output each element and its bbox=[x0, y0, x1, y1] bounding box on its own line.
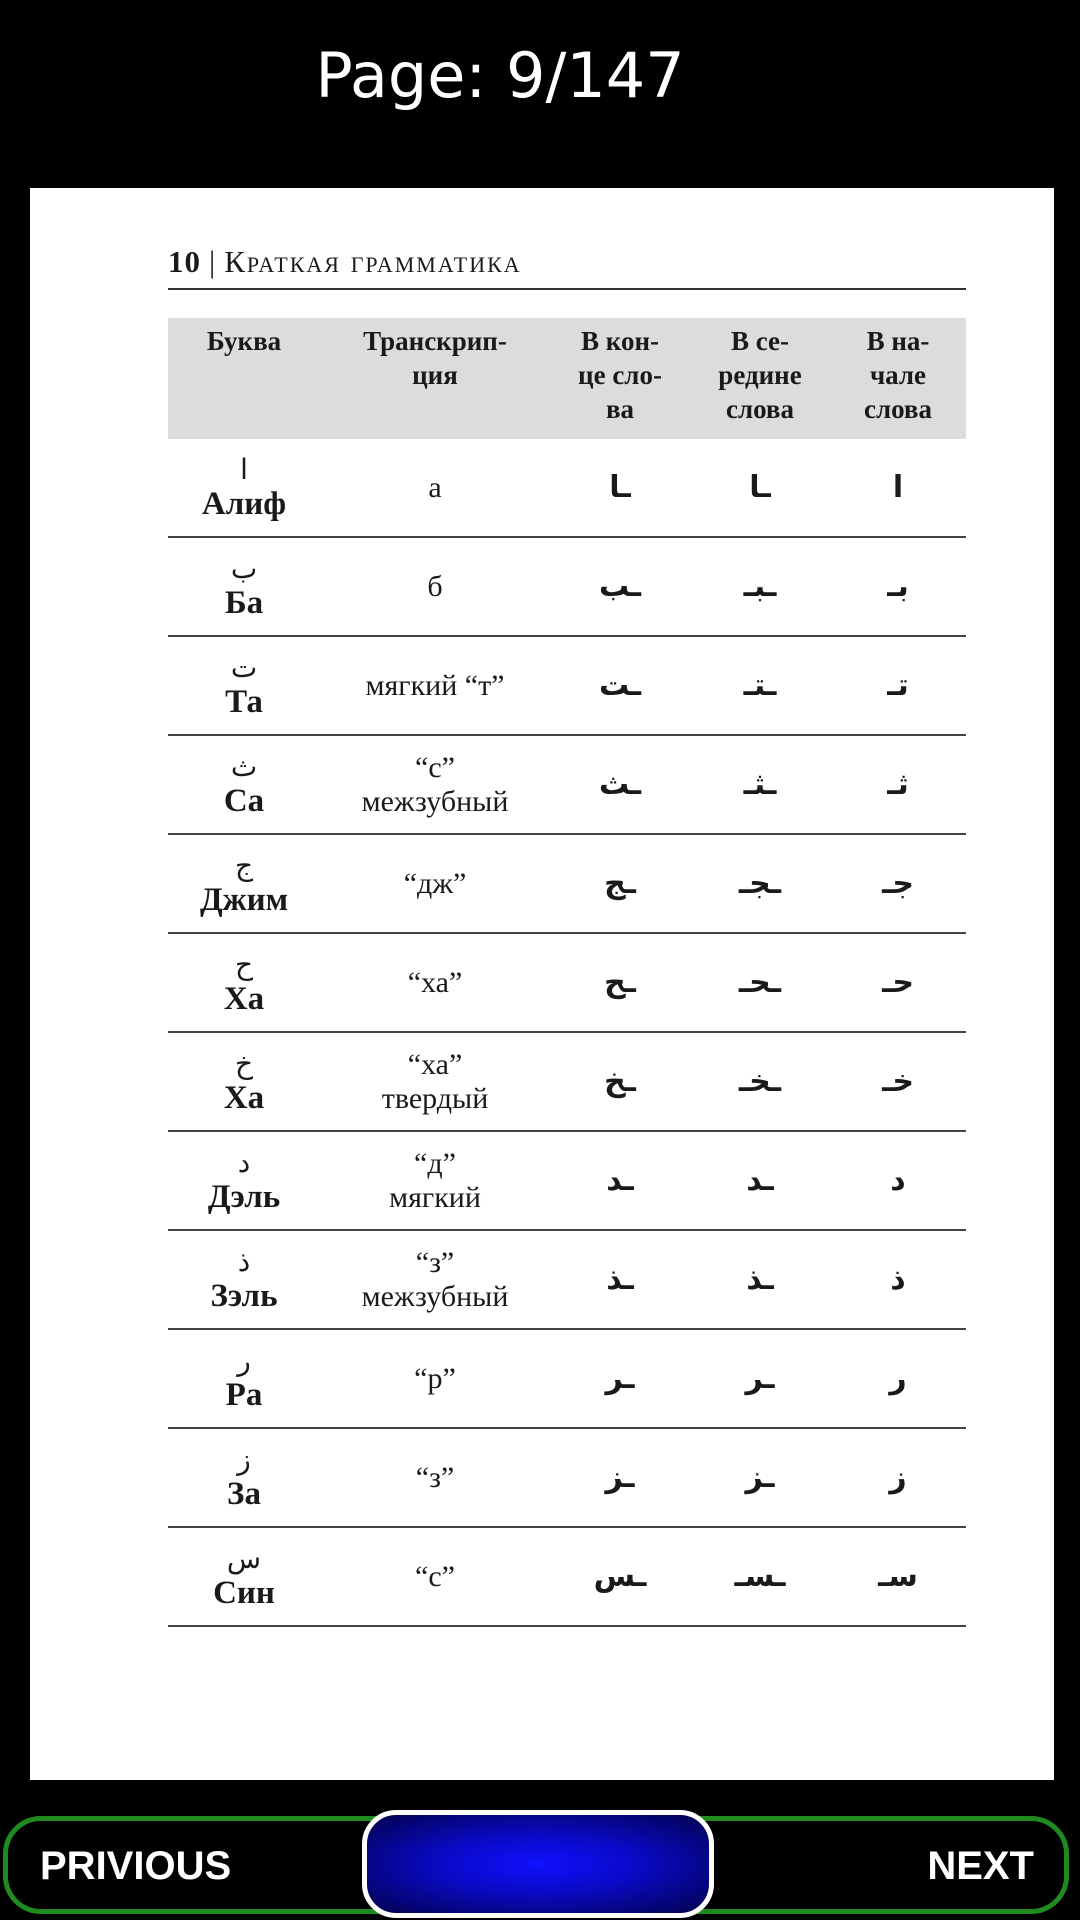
form-end-cell: ـج bbox=[550, 834, 690, 933]
transcription-cell: б bbox=[320, 537, 550, 636]
letter-cell bbox=[168, 1329, 320, 1428]
letter-name: Син bbox=[213, 1574, 275, 1611]
form-end-cell: ـر bbox=[550, 1329, 690, 1428]
book-content bbox=[168, 242, 966, 1627]
form-middle-cell: ـسـ bbox=[690, 1527, 830, 1626]
letter-cell bbox=[168, 1230, 320, 1329]
table-row bbox=[168, 1527, 966, 1626]
transcription-cell: “с” межзубный bbox=[320, 735, 550, 834]
letter-name: Зэль bbox=[210, 1277, 278, 1314]
table-body bbox=[168, 439, 966, 1626]
form-middle-cell: ـثـ bbox=[690, 735, 830, 834]
next-button[interactable]: NEXT bbox=[927, 1844, 1034, 1888]
arabic-letter: ز bbox=[237, 1442, 251, 1476]
transcription-cell: “дж” bbox=[320, 834, 550, 933]
transcription-cell: “д” мягкий bbox=[320, 1131, 550, 1230]
table-row bbox=[168, 439, 966, 537]
form-middle-cell: ـتـ bbox=[690, 636, 830, 735]
center-button[interactable] bbox=[362, 1810, 714, 1918]
form-start-cell: ذ bbox=[830, 1230, 966, 1329]
form-end-cell: ـد bbox=[550, 1131, 690, 1230]
arabic-letter: ح bbox=[234, 947, 254, 981]
form-middle-cell: ـجـ bbox=[690, 834, 830, 933]
form-start-cell: بـ bbox=[830, 537, 966, 636]
letter-name: Ра bbox=[225, 1376, 263, 1413]
letter-cell bbox=[168, 735, 320, 834]
alphabet-table bbox=[168, 318, 966, 1627]
transcription-cell: “з” межзубный bbox=[320, 1230, 550, 1329]
form-start-cell: ز bbox=[830, 1428, 966, 1527]
transcription-cell: “ха” bbox=[320, 933, 550, 1032]
table-row bbox=[168, 537, 966, 636]
previous-button[interactable]: PRIVIOUS bbox=[40, 1844, 232, 1888]
column-header: В на- чале слова bbox=[830, 318, 966, 439]
form-start-cell: حـ bbox=[830, 933, 966, 1032]
form-start-cell: ا bbox=[830, 439, 966, 537]
letter-name: Ха bbox=[223, 1079, 265, 1116]
form-start-cell: د bbox=[830, 1131, 966, 1230]
top-bar bbox=[0, 0, 1080, 190]
form-end-cell: ـز bbox=[550, 1428, 690, 1527]
table-header-row bbox=[168, 318, 966, 439]
arabic-letter: ج bbox=[234, 848, 254, 882]
letter-name: За bbox=[227, 1475, 261, 1512]
letter-name: Джим bbox=[199, 881, 289, 918]
table-row bbox=[168, 1329, 966, 1428]
bottom-bar bbox=[0, 1810, 1080, 1920]
form-middle-cell: ـز bbox=[690, 1428, 830, 1527]
form-middle-cell: ـا bbox=[690, 439, 830, 537]
column-header: Транскрип- ция bbox=[320, 318, 550, 439]
letter-name: Алиф bbox=[201, 485, 287, 522]
transcription-cell: “с” bbox=[320, 1527, 550, 1626]
transcription-cell: мягкий “т” bbox=[320, 636, 550, 735]
form-end-cell: ـا bbox=[550, 439, 690, 537]
form-end-cell: ـب bbox=[550, 537, 690, 636]
form-start-cell: خـ bbox=[830, 1032, 966, 1131]
transcription-cell: “з” bbox=[320, 1428, 550, 1527]
form-start-cell: ثـ bbox=[830, 735, 966, 834]
letter-name: Та bbox=[225, 683, 263, 720]
form-end-cell: ـس bbox=[550, 1527, 690, 1626]
table-row bbox=[168, 636, 966, 735]
letter-cell bbox=[168, 834, 320, 933]
arabic-letter: ت bbox=[230, 650, 258, 684]
table-row bbox=[168, 1131, 966, 1230]
letter-cell bbox=[168, 933, 320, 1032]
letter-name: Са bbox=[223, 782, 265, 819]
document-page[interactable] bbox=[30, 188, 1054, 1780]
form-end-cell: ـت bbox=[550, 636, 690, 735]
page-indicator: Page: 9/147 bbox=[315, 39, 685, 112]
letter-cell bbox=[168, 636, 320, 735]
arabic-letter: د bbox=[237, 1145, 251, 1179]
table-row bbox=[168, 834, 966, 933]
form-middle-cell: ـخـ bbox=[690, 1032, 830, 1131]
letter-cell bbox=[168, 1032, 320, 1131]
form-middle-cell: ـبـ bbox=[690, 537, 830, 636]
table-row bbox=[168, 1032, 966, 1131]
letter-name: Ба bbox=[224, 584, 264, 621]
chapter-title: Краткая грамматика bbox=[224, 244, 522, 279]
letter-name: Дэль bbox=[207, 1178, 281, 1215]
form-start-cell: سـ bbox=[830, 1527, 966, 1626]
form-end-cell: ـث bbox=[550, 735, 690, 834]
transcription-cell: “р” bbox=[320, 1329, 550, 1428]
table-header bbox=[168, 318, 966, 439]
table-row bbox=[168, 933, 966, 1032]
form-start-cell: جـ bbox=[830, 834, 966, 933]
arabic-letter: ب bbox=[230, 551, 258, 585]
letter-cell bbox=[168, 439, 320, 537]
form-middle-cell: ـحـ bbox=[690, 933, 830, 1032]
table-row bbox=[168, 1428, 966, 1527]
letter-cell bbox=[168, 537, 320, 636]
column-header: В кон- це сло- ва bbox=[550, 318, 690, 439]
book-page-number: 10 bbox=[168, 244, 201, 279]
form-start-cell: ر bbox=[830, 1329, 966, 1428]
arabic-letter: ر bbox=[237, 1343, 251, 1377]
arabic-letter: ذ bbox=[237, 1244, 251, 1278]
form-start-cell: تـ bbox=[830, 636, 966, 735]
arabic-letter: خ bbox=[234, 1046, 254, 1080]
running-head bbox=[168, 242, 966, 290]
arabic-letter: ا bbox=[240, 452, 248, 486]
transcription-cell: а bbox=[320, 439, 550, 537]
letter-cell bbox=[168, 1131, 320, 1230]
transcription-cell: “ха” твердый bbox=[320, 1032, 550, 1131]
form-end-cell: ـح bbox=[550, 933, 690, 1032]
column-header: Буква bbox=[168, 318, 320, 439]
arabic-letter: ث bbox=[230, 749, 258, 783]
letter-cell bbox=[168, 1527, 320, 1626]
form-middle-cell: ـد bbox=[690, 1131, 830, 1230]
table-row bbox=[168, 735, 966, 834]
form-middle-cell: ـذ bbox=[690, 1230, 830, 1329]
column-header: В се- редине слова bbox=[690, 318, 830, 439]
letter-name: Ха bbox=[223, 980, 265, 1017]
running-head-separator: | bbox=[209, 244, 217, 279]
table-row bbox=[168, 1230, 966, 1329]
letter-cell bbox=[168, 1428, 320, 1527]
form-middle-cell: ـر bbox=[690, 1329, 830, 1428]
form-end-cell: ـخ bbox=[550, 1032, 690, 1131]
form-end-cell: ـذ bbox=[550, 1230, 690, 1329]
arabic-letter: س bbox=[226, 1541, 262, 1575]
